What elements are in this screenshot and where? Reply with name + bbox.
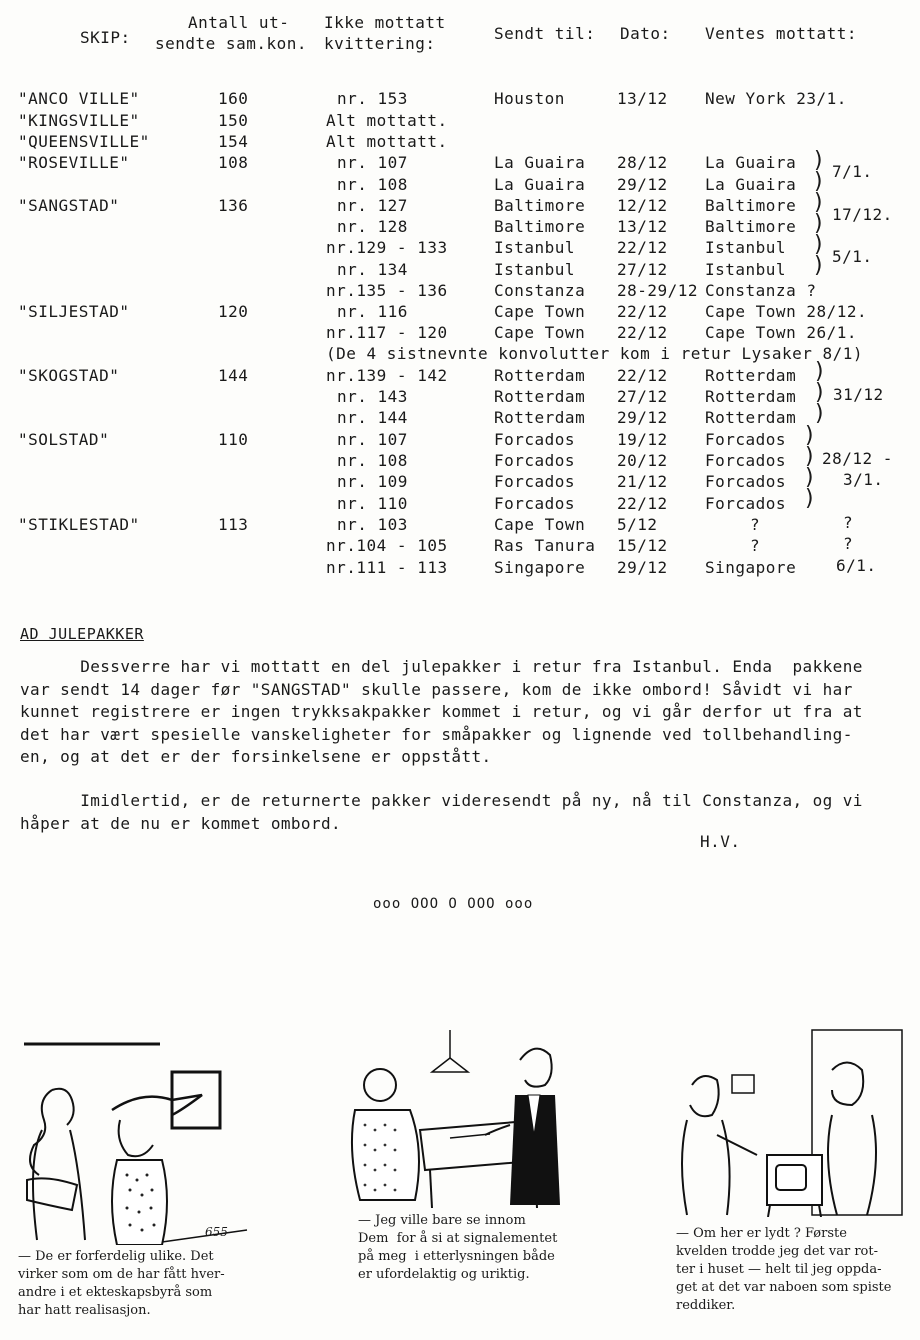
group-date-sangstad-baltimore: 17/12.: [832, 205, 893, 224]
group-date-skogstad: 31/12: [833, 385, 884, 404]
ship-name-cell: "SKOGSTAD": [18, 366, 120, 385]
group-date-solstad-b: 3/1.: [843, 470, 884, 489]
paragraph-line: Dessverre har vi mottatt en del julepakker i retur fra Istanbul. Enda pakkene: [20, 657, 863, 676]
group-date-stiklestad-3: 6/1.: [836, 556, 877, 575]
date-cell: 29/12: [617, 408, 668, 427]
expected-cell: Singapore: [705, 558, 797, 577]
brace: ): [812, 190, 826, 215]
paragraph-line: håper at de nu er kommet ombord.: [20, 813, 342, 833]
receipt-nr-cell: nr. 103: [337, 515, 408, 534]
brace: ): [812, 211, 826, 236]
brace: ): [812, 148, 826, 173]
date-cell: 27/12: [617, 260, 668, 279]
receipt-nr-cell: nr.117 - 120: [326, 323, 448, 342]
section-title: AD JULEPAKKER: [20, 625, 144, 643]
expected-cell: Cape Town 26/1.: [705, 323, 857, 342]
cartoon-caption-1: — De er forferdelig ulike. Det virker som om de har fått hver- andre i et ekteskapsbyrå som har hatt realisasjon.: [18, 1249, 225, 1318]
ship-name-cell: "ROSEVILLE": [18, 153, 130, 172]
cartoon-signature: 655: [205, 1225, 228, 1239]
ship-name-cell: "KINGSVILLE": [18, 111, 140, 130]
destination-cell: Cape Town: [494, 302, 586, 321]
destination-cell: Singapore: [494, 558, 586, 577]
count-cell: 136: [218, 196, 249, 215]
group-date-stiklestad-1: ?: [843, 513, 854, 532]
expected-cell: Forcados: [705, 451, 787, 470]
destination-cell: Constanza: [494, 281, 586, 300]
brace: ): [813, 380, 827, 405]
paragraph-line: kunnet registrere er ingen trykksakpakker kommet i retur, og vi går derfor ut fra at: [20, 702, 863, 721]
destination-cell: Forcados: [494, 451, 576, 470]
header-sent-line1: Antall ut-: [188, 13, 290, 32]
brace: ): [803, 423, 817, 448]
count-cell: 150: [218, 111, 249, 130]
cartoon-radio-illustration: [672, 1025, 912, 1217]
destination-cell: Houston: [494, 89, 565, 108]
receipt-nr-cell: nr. 153: [337, 89, 408, 108]
paragraph-line: var sendt 14 dager før "SANGSTAD" skulle passere, kom de ikke ombord! Såvidt vi har: [20, 679, 853, 699]
brace: ): [812, 169, 826, 194]
destination-cell: Baltimore: [494, 196, 586, 215]
ship-name-cell: "QUEENSVILLE": [18, 132, 150, 151]
paragraph-line: en, og at det er der forsinkelsene er oppstått.: [20, 747, 492, 766]
date-cell: 13/12: [617, 89, 668, 108]
receipt-nr-cell: Alt mottatt.: [326, 132, 448, 151]
brace: ): [813, 401, 827, 426]
expected-cell: La Guaira: [705, 153, 797, 172]
header-date: Dato:: [620, 24, 671, 43]
date-cell: 22/12: [617, 238, 668, 257]
expected-cell: Istanbul: [705, 238, 787, 257]
brace: ): [803, 465, 817, 490]
count-cell: 110: [218, 430, 249, 449]
header-not-received-line2: kvittering:: [324, 34, 436, 53]
expected-cell: ?: [750, 536, 761, 555]
date-cell: 29/12: [617, 558, 668, 577]
date-cell: 22/12: [617, 302, 668, 321]
cartoon-office-illustration: [350, 1030, 570, 1208]
destination-cell: Cape Town: [494, 323, 586, 342]
receipt-nr-cell: nr. 134: [337, 260, 408, 279]
date-cell: 13/12: [617, 217, 668, 236]
date-cell: 28/12: [617, 153, 668, 172]
expected-cell: Rotterdam: [705, 366, 797, 385]
receipt-nr-cell: nr. 108: [337, 175, 408, 194]
receipt-nr-cell: nr. 116: [337, 302, 408, 321]
destination-cell: Rotterdam: [494, 408, 586, 427]
paragraph-line: Imidlertid, er de returnerte pakker videresendt på ny, nå til Constanza, og vi: [20, 791, 863, 810]
destination-cell: Rotterdam: [494, 387, 586, 406]
date-cell: 22/12: [617, 366, 668, 385]
expected-cell: Rotterdam: [705, 408, 797, 427]
brace: ): [803, 444, 817, 469]
count-cell: 154: [218, 132, 249, 151]
date-cell: 5/12: [617, 515, 658, 534]
date-cell: 20/12: [617, 451, 668, 470]
brace: ): [812, 232, 826, 257]
receipt-nr-cell: (De 4 sistnevnte konvolutter kom i retur Lysaker 8/1): [326, 344, 864, 363]
receipt-nr-cell: nr. 144: [337, 408, 408, 427]
receipt-nr-cell: nr. 143: [337, 387, 408, 406]
destination-cell: Baltimore: [494, 217, 586, 236]
expected-cell: Baltimore: [705, 196, 797, 215]
brace: ): [812, 253, 826, 278]
expected-cell: Forcados: [705, 472, 787, 491]
destination-cell: Ras Tanura: [494, 536, 596, 555]
section-divider: ooo OOO O OOO ooo: [373, 896, 534, 912]
ship-name-cell: "ANCO VILLE": [18, 89, 140, 108]
ship-name-cell: "SILJESTAD": [18, 302, 130, 321]
ship-name-cell: "SANGSTAD": [18, 196, 120, 215]
date-cell: 19/12: [617, 430, 668, 449]
expected-cell: ?: [750, 515, 761, 534]
cartoon-couple-illustration: [12, 1040, 252, 1245]
group-date-stiklestad-2: ?: [843, 534, 854, 553]
expected-cell: Istanbul: [705, 260, 787, 279]
receipt-nr-cell: nr.104 - 105: [326, 536, 448, 555]
count-cell: 160: [218, 89, 249, 108]
date-cell: 21/12: [617, 472, 668, 491]
expected-cell: New York 23/1.: [705, 89, 847, 108]
ship-name-cell: "STIKLESTAD": [18, 515, 140, 534]
receipt-nr-cell: nr. 107: [337, 153, 408, 172]
destination-cell: Cape Town: [494, 515, 586, 534]
receipt-nr-cell: nr. 110: [337, 494, 408, 513]
date-cell: 15/12: [617, 536, 668, 555]
header-sent-to: Sendt til:: [494, 24, 596, 43]
receipt-nr-cell: nr.139 - 142: [326, 366, 448, 385]
expected-cell: Forcados: [705, 494, 787, 513]
group-date-roseville: 7/1.: [832, 162, 873, 181]
cartoon-caption-3: — Om her er lydt ? Første kvelden trodde jeg det var rot- ter i huset — helt til jeg oppda- get at det var naboen som spiste reddiker.: [676, 1226, 892, 1313]
receipt-nr-cell: nr.135 - 136: [326, 281, 448, 300]
receipt-nr-cell: nr. 108: [337, 451, 408, 470]
count-cell: 120: [218, 302, 249, 321]
group-date-solstad-a: 28/12 -: [822, 449, 893, 468]
receipt-nr-cell: nr. 107: [337, 430, 408, 449]
destination-cell: Istanbul: [494, 238, 576, 257]
destination-cell: Rotterdam: [494, 366, 586, 385]
paragraph-line: det har vært spesielle vanskeligheter for småpakker og lignende ved tollbehandling-: [20, 724, 853, 744]
expected-cell: Baltimore: [705, 217, 797, 236]
count-cell: 144: [218, 366, 249, 385]
brace: ): [813, 359, 827, 384]
date-cell: 12/12: [617, 196, 668, 215]
header-expected: Ventes mottatt:: [705, 24, 857, 43]
expected-cell: Constanza ?: [705, 281, 817, 300]
header-not-received-line1: Ikke mottatt: [324, 13, 446, 32]
expected-cell: Rotterdam: [705, 387, 797, 406]
destination-cell: Forcados: [494, 430, 576, 449]
destination-cell: Istanbul: [494, 260, 576, 279]
destination-cell: Forcados: [494, 494, 576, 513]
header-sent-line2: sendte sam.kon.: [155, 34, 307, 53]
receipt-nr-cell: nr.111 - 113: [326, 558, 448, 577]
date-cell: 22/12: [617, 494, 668, 513]
receipt-nr-cell: Alt mottatt.: [326, 111, 448, 130]
destination-cell: Forcados: [494, 472, 576, 491]
receipt-nr-cell: nr.129 - 133: [326, 238, 448, 257]
date-cell: 27/12: [617, 387, 668, 406]
count-cell: 108: [218, 153, 249, 172]
destination-cell: La Guaira: [494, 153, 586, 172]
cartoon-caption-2: — Jeg ville bare se innom Dem for å si at signalementet på meg i etterlysningen både er ufordelaktig og uriktig.: [358, 1213, 558, 1282]
destination-cell: La Guaira: [494, 175, 586, 194]
expected-cell: Cape Town 28/12.: [705, 302, 868, 321]
receipt-nr-cell: nr. 127: [337, 196, 408, 215]
group-date-sangstad-istanbul: 5/1.: [832, 247, 873, 266]
date-cell: 28-29/12: [617, 281, 699, 300]
ship-name-cell: "SOLSTAD": [18, 430, 110, 449]
expected-cell: La Guaira: [705, 175, 797, 194]
brace: ): [803, 486, 817, 511]
signature-initials: H.V.: [700, 832, 741, 851]
count-cell: 113: [218, 515, 249, 534]
receipt-nr-cell: nr. 109: [337, 472, 408, 491]
date-cell: 29/12: [617, 175, 668, 194]
header-ship: SKIP:: [80, 28, 131, 47]
expected-cell: Forcados: [705, 430, 787, 449]
date-cell: 22/12: [617, 323, 668, 342]
receipt-nr-cell: nr. 128: [337, 217, 408, 236]
